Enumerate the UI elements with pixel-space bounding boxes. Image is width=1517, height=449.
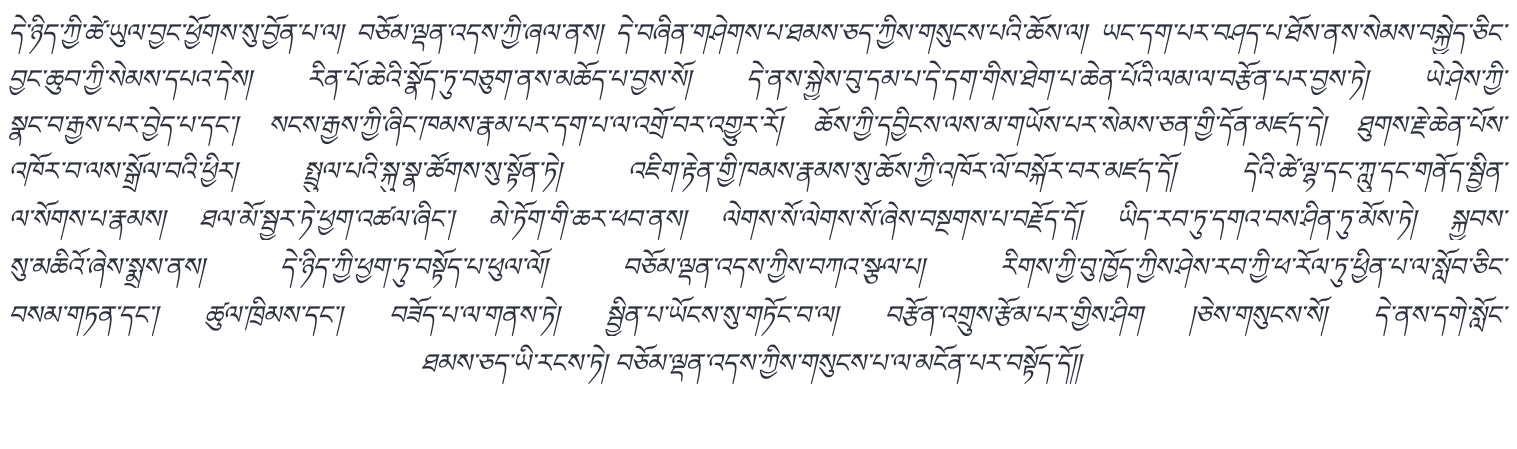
manuscript-line-3: སྣང་བ་རྒྱས་པར་བྱེད་པ་དང་། སངས་རྒྱས་ཀྱི་ཞིང་ཁམས་རྣམ་པར་དག་པ་ལ་འགྲོ་བར་འགྱུར་རོ། ཆོས་ཀྱི་དབྱིངས་ལས་མ་གཡོས་པར་སེམས་ཅན་གྱི་དོན་མཛད་དེ། ཐུགས་རྗེ་ཆེན་པོས་ (6, 111, 1511, 141)
manuscript-line-2: བྱང་ཆུབ་ཀྱི་སེམས་དཔའ་དེས། རིན་པོ་ཆེའི་སྣོད་ཏུ་བཅུག་ནས་མཆོད་པ་བྱས་སོ། དེ་ནས་སྐྱེས་བུ་དམ་པ་དེ་དག་གིས་ཐེག་པ་ཆེན་པོའི་ལམ་ལ་བརྩོན་པར་བྱས་ཏེ། ཡེ་ཤེས་ཀྱི་ (6, 65, 1511, 95)
manuscript-line-1: དེ་ཉིད་ཀྱི་ཚེ་ཡུལ་བྱང་ཕྱོགས་སུ་བྱོན་པ་ལ། བཅོམ་ལྡན་འདས་ཀྱི་ཞལ་ནས། དེ་བཞིན་གཤེགས་པ་ཐམས་ཅད་ཀྱིས་གསུངས་པའི་ཆོས་ལ། ཡང་དག་པར་བཤད་པ་ཐོས་ནས་སེམས་བསྐྱེད་ཅིང་ (6, 19, 1511, 49)
manuscript-line-8: ཐམས་ཅད་ཡི་རངས་ཏེ། བཅོམ་ལྡན་འདས་ཀྱིས་གསུངས་པ་ལ་མངོན་པར་བསྟོད་དོ།། (418, 349, 1086, 379)
manuscript-line-5: ལ་སོགས་པ་རྣམས། ཐལ་མོ་སྦྱར་ཏེ་ཕྱག་འཚལ་ཞིང་། མེ་ཏོག་གི་ཆར་ཕབ་ནས། ལེགས་སོ་ལེགས་སོ་ཞེས་བསྔགས་པ་བརྗོད་དོ། ཡིད་རབ་ཏུ་དགའ་བས་ཤིན་ཏུ་མོས་ཏེ། སྐྱབས་ (6, 205, 1511, 235)
manuscript-line-6: སུ་མཆིའོ་ཞེས་སྨྲས་ནས། དེ་ཉིད་ཀྱི་ཕྱག་ཏུ་བསྟོད་པ་ཕུལ་ལོ། བཅོམ་ལྡན་འདས་ཀྱིས་བཀའ་སྩལ་པ། རིགས་ཀྱི་བུ་ཁྱོད་ཀྱིས་ཤེས་རབ་ཀྱི་ཕ་རོལ་ཏུ་ཕྱིན་པ་ལ་སློབ་ཅིང་ (6, 253, 1511, 283)
manuscript-line-4: འཁོར་བ་ལས་སྒྲོལ་བའི་ཕྱིར། སྤྲུལ་པའི་སྐུ་སྣ་ཚོགས་སུ་སྟོན་ཏེ། འཇིག་རྟེན་གྱི་ཁམས་རྣམས་སུ་ཆོས་ཀྱི་འཁོར་ལོ་བསྐོར་བར་མཛད་དོ། དེའི་ཚེ་ལྷ་དང་ཀླུ་དང་གནོད་སྦྱིན་ (6, 157, 1511, 187)
manuscript-line-7: བསམ་གཏན་དང་། ཚུལ་ཁྲིམས་དང་། བཟོད་པ་ལ་གནས་ཏེ། སྦྱིན་པ་ཡོངས་སུ་གཏོང་བ་ལ། བརྩོན་འགྲུས་རྩོམ་པར་གྱིས་ཤིག །ཅེས་གསུངས་སོ། དེ་ནས་དགེ་སློང་ (6, 301, 1511, 331)
